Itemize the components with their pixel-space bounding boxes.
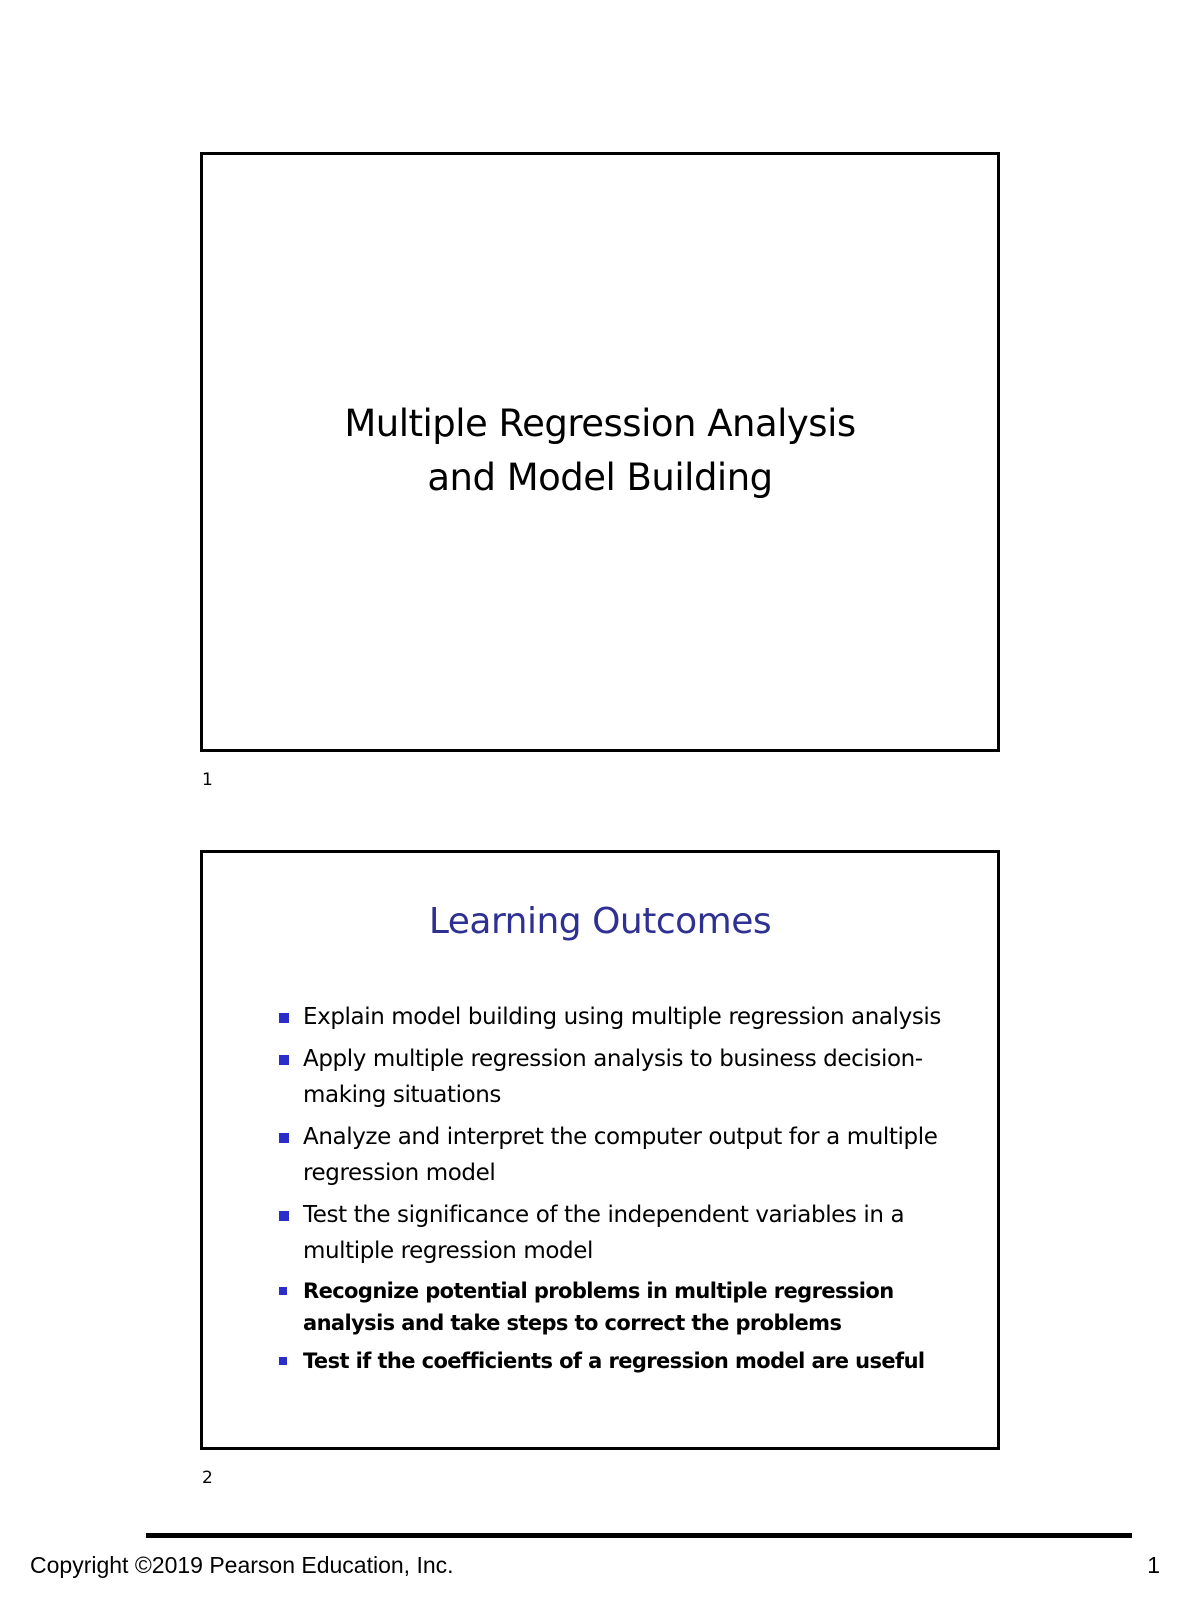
footer-copyright: Copyright ©2019 Pearson Education, Inc.: [30, 1552, 454, 1578]
slide-1-title-line-2: and Model Building: [427, 456, 773, 499]
square-bullet-icon: [279, 1013, 289, 1023]
outcome-item: [273, 1275, 973, 1339]
outcome-text: Apply multiple regression analysis to business decision-making situations: [303, 1046, 923, 1108]
slide-1-number: 1: [202, 770, 213, 790]
slide-1: [200, 152, 1000, 752]
square-bullet-icon: [279, 1133, 289, 1143]
outcome-text: Recognize potential problems in multiple regression analysis and take steps to correct the problems: [303, 1279, 894, 1335]
slide-1-title-line-1: Multiple Regression Analysis: [344, 402, 856, 445]
outcome-item: [273, 999, 973, 1035]
outcome-text: Explain model building using multiple regression analysis: [303, 1004, 941, 1030]
square-bullet-icon: [279, 1055, 289, 1065]
slide-1-title: [203, 397, 997, 505]
outcome-text: Test if the coefficients of a regression model are useful: [303, 1349, 925, 1373]
outcome-item: [273, 1197, 973, 1269]
learning-outcomes-list: [273, 999, 973, 1383]
footer-divider: [146, 1533, 1132, 1538]
outcome-text: Test the significance of the independent variables in a multiple regression model: [303, 1202, 905, 1264]
square-bullet-icon: [279, 1211, 289, 1221]
square-bullet-icon: [279, 1357, 287, 1365]
outcome-text: Analyze and interpret the computer output for a multiple regression model: [303, 1124, 938, 1186]
footer-page-number: 1: [1147, 1552, 1160, 1578]
outcome-item: [273, 1041, 973, 1113]
slide-2: [200, 850, 1000, 1450]
slide-2-number: 2: [202, 1468, 213, 1488]
slide-2-title: Learning Outcomes: [428, 901, 772, 942]
square-bullet-icon: [279, 1287, 287, 1295]
outcome-item: [273, 1345, 973, 1377]
outcome-item: [273, 1119, 973, 1191]
